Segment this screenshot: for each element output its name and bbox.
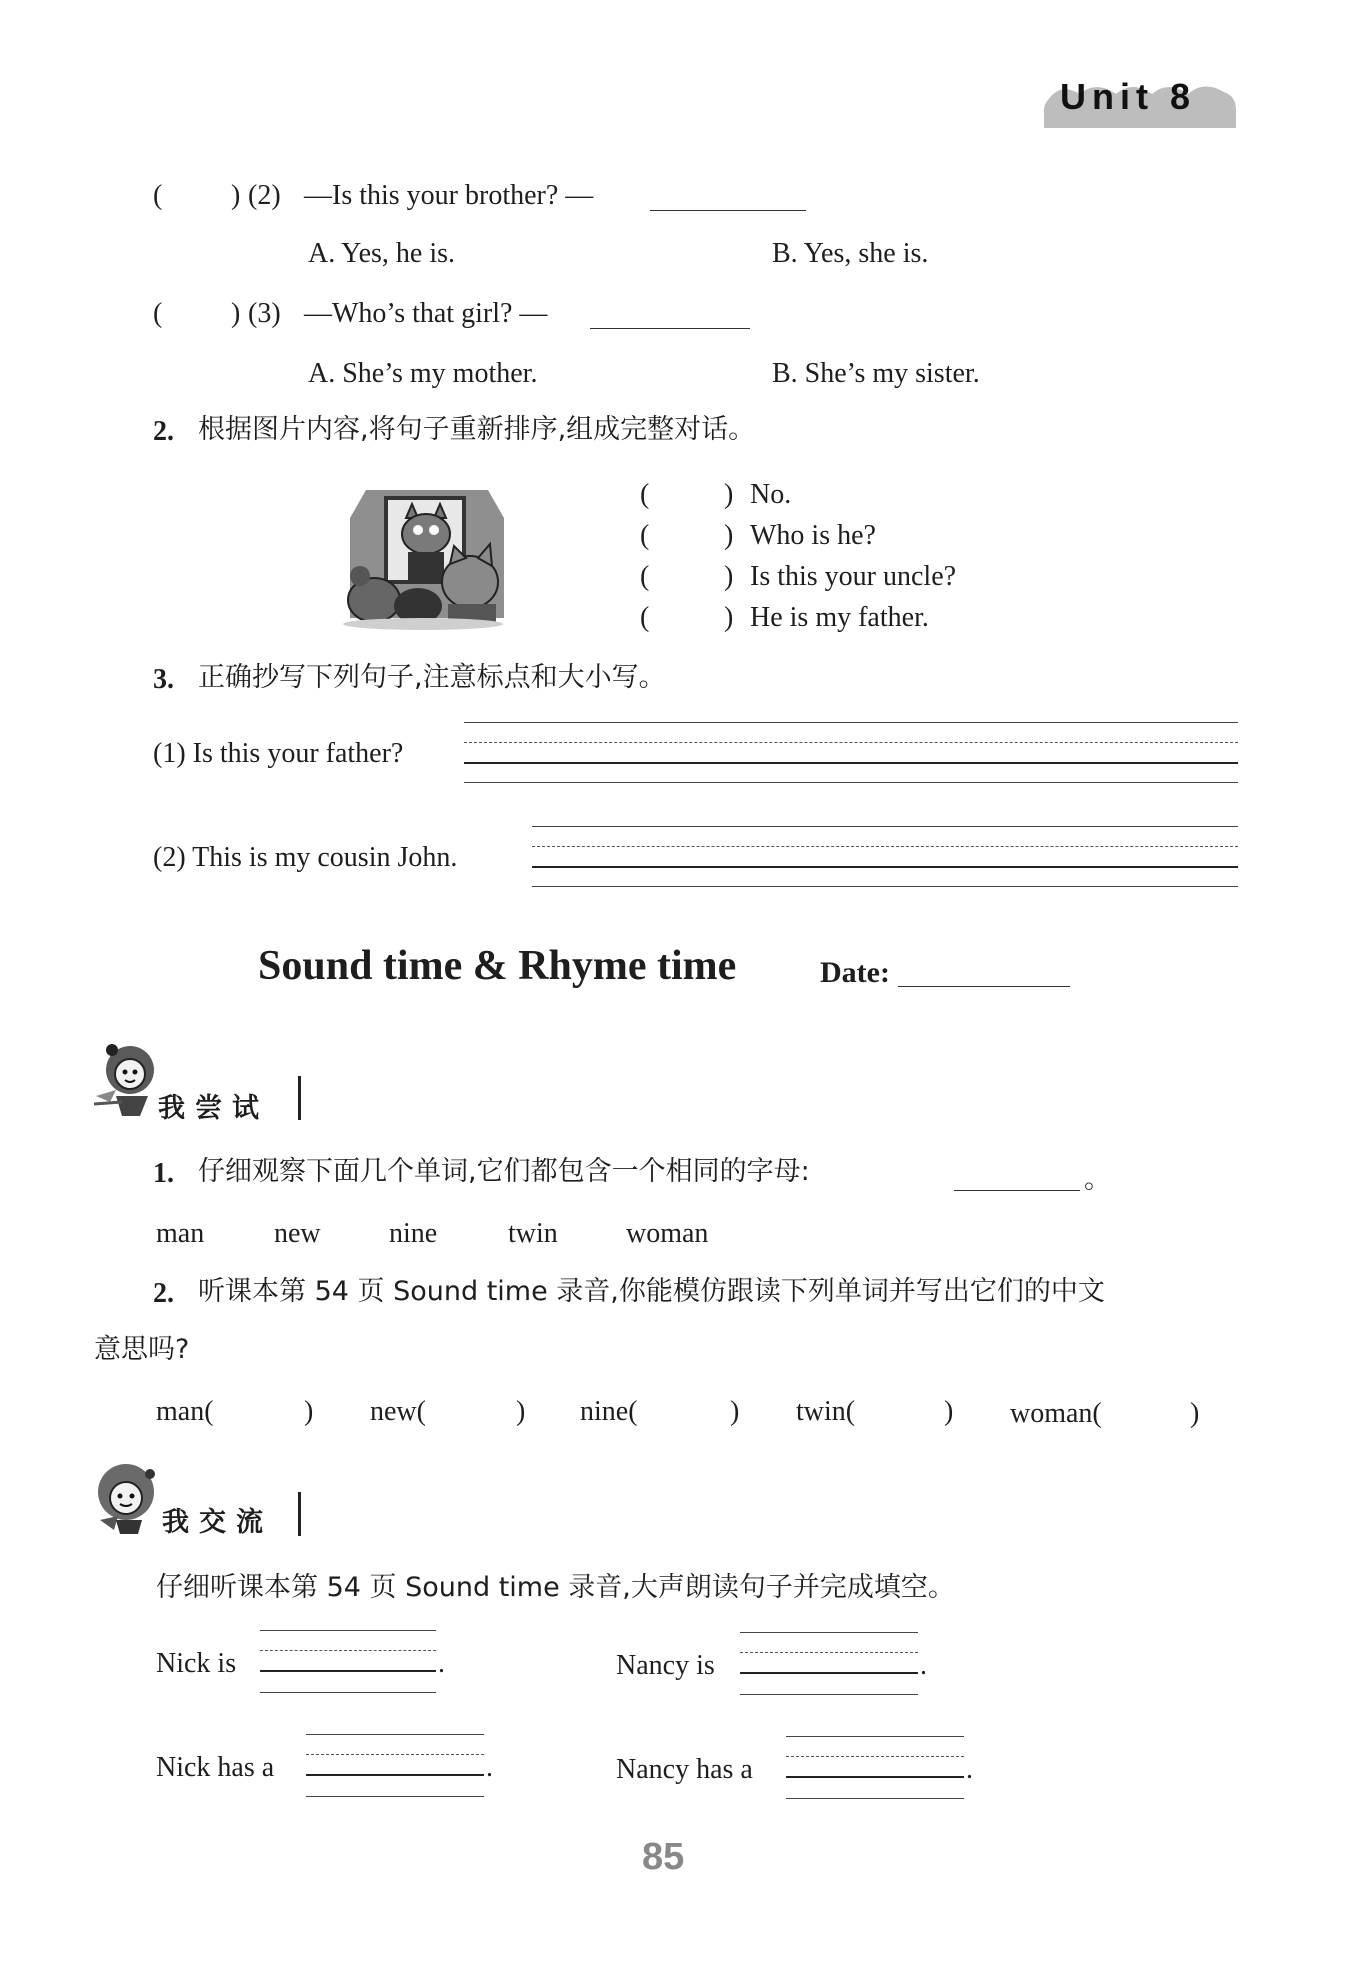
item-question-3: —Who’s that girl? —	[304, 298, 548, 329]
word-nine: nine	[389, 1218, 438, 1249]
meaning-woman-close: )	[1190, 1398, 1200, 1429]
writing-lines-2[interactable]	[532, 826, 1238, 888]
common-letter-blank[interactable]	[954, 1190, 1080, 1191]
nancy-has-period: .	[966, 1754, 973, 1785]
dialogue-line-2: Who is he?	[750, 520, 876, 551]
try-q2-number: 2.	[153, 1278, 174, 1309]
answer-blank-3[interactable]	[590, 328, 750, 329]
word-new: new	[274, 1218, 321, 1249]
order-paren-open-3: (	[640, 561, 650, 592]
option-b-3: B. She’s my sister.	[772, 358, 980, 389]
answer-paren-close-3: )	[231, 298, 241, 329]
q3-number: 3.	[153, 664, 174, 695]
try-label-bar	[298, 1076, 301, 1120]
nancy-has-text: Nancy has a	[616, 1754, 753, 1785]
item-question-2: —Is this your brother? —	[304, 180, 594, 211]
unit-label: Unit 8	[1060, 76, 1197, 117]
word-woman: woman	[626, 1218, 709, 1249]
cats-family-icon	[338, 478, 508, 630]
dialogue-line-4: He is my father.	[750, 602, 929, 633]
section-title: Sound time & Rhyme time	[258, 943, 737, 989]
q2-instruction: 根据图片内容,将句子重新排序,组成完整对话。	[198, 414, 756, 445]
dialogue-line-3: Is this your uncle?	[750, 561, 957, 592]
date-blank[interactable]	[898, 986, 1070, 987]
q2-number: 2.	[153, 416, 174, 447]
nancy-is-period: .	[920, 1650, 927, 1681]
nick-is-lines[interactable]	[260, 1630, 436, 1692]
share-mascot	[92, 1460, 162, 1536]
writing-lines-1[interactable]	[464, 722, 1238, 784]
nick-is-text: Nick is	[156, 1648, 237, 1679]
meaning-man: man(	[156, 1396, 214, 1427]
unit-header-tab	[1040, 70, 1240, 132]
order-paren-close-2: )	[724, 520, 734, 551]
nick-is-period: .	[438, 1648, 445, 1679]
try-q2-text-line1: 听课本第 54 页 Sound time 录音,你能模仿跟读下列单词并写出它们的中文	[198, 1276, 1105, 1307]
date-label: Date:	[820, 956, 890, 989]
copy-item-2: (2) This is my cousin John.	[153, 842, 458, 873]
nancy-is-text: Nancy is	[616, 1650, 715, 1681]
nancy-is-lines[interactable]	[740, 1632, 918, 1694]
try-q1-text: 仔细观察下面几个单词,它们都包含一个相同的字母:	[198, 1156, 810, 1187]
order-paren-open-1: (	[640, 479, 650, 510]
nick-has-period: .	[486, 1752, 493, 1783]
answer-paren-open-2: (	[153, 180, 163, 211]
word-twin: twin	[508, 1218, 558, 1249]
family-photo-illustration	[338, 478, 508, 630]
option-a-2: A. Yes, he is.	[308, 238, 456, 269]
dialogue-line-1: No.	[750, 479, 792, 510]
word-man: man	[156, 1218, 205, 1249]
item-number-3: (3)	[248, 298, 281, 329]
meaning-nine: nine(	[580, 1396, 638, 1427]
order-paren-close-3: )	[724, 561, 734, 592]
try-q2-text-line2: 意思吗?	[94, 1334, 190, 1365]
item-number-2: (2)	[248, 180, 281, 211]
answer-blank-2[interactable]	[650, 210, 806, 211]
order-paren-open-4: (	[640, 602, 650, 633]
order-paren-close-4: )	[724, 602, 734, 633]
mascot-girl-icon	[92, 1040, 162, 1120]
meaning-new: new(	[370, 1396, 426, 1427]
share-label-bar	[298, 1492, 301, 1536]
try-q1-end: 。	[1084, 1164, 1111, 1195]
share-label: 我交流	[162, 1507, 273, 1538]
order-paren-open-2: (	[640, 520, 650, 551]
meaning-twin: twin(	[796, 1396, 856, 1427]
meaning-man-close: )	[304, 1396, 314, 1427]
meaning-twin-close: )	[944, 1396, 954, 1427]
try-q1-number: 1.	[153, 1158, 174, 1189]
option-a-3: A. She’s my mother.	[308, 358, 538, 389]
page-number: 85	[642, 1836, 685, 1878]
meaning-new-close: )	[516, 1396, 526, 1427]
answer-paren-open-3: (	[153, 298, 163, 329]
try-label: 我尝试	[158, 1093, 269, 1124]
copy-item-1: (1) Is this your father?	[153, 738, 404, 769]
nancy-has-lines[interactable]	[786, 1736, 964, 1798]
option-b-2: B. Yes, she is.	[772, 238, 929, 269]
try-mascot	[92, 1040, 162, 1120]
meaning-nine-close: )	[730, 1396, 740, 1427]
share-instruction: 仔细听课本第 54 页 Sound time 录音,大声朗读句子并完成填空。	[156, 1572, 955, 1603]
order-paren-close-1: )	[724, 479, 734, 510]
answer-paren-close-2: )	[231, 180, 241, 211]
meaning-woman: woman(	[1010, 1398, 1102, 1429]
nick-has-text: Nick has a	[156, 1752, 275, 1783]
mascot-boy-icon	[92, 1460, 162, 1536]
nick-has-lines[interactable]	[306, 1734, 484, 1796]
q3-instruction: 正确抄写下列句子,注意标点和大小写。	[198, 662, 666, 693]
